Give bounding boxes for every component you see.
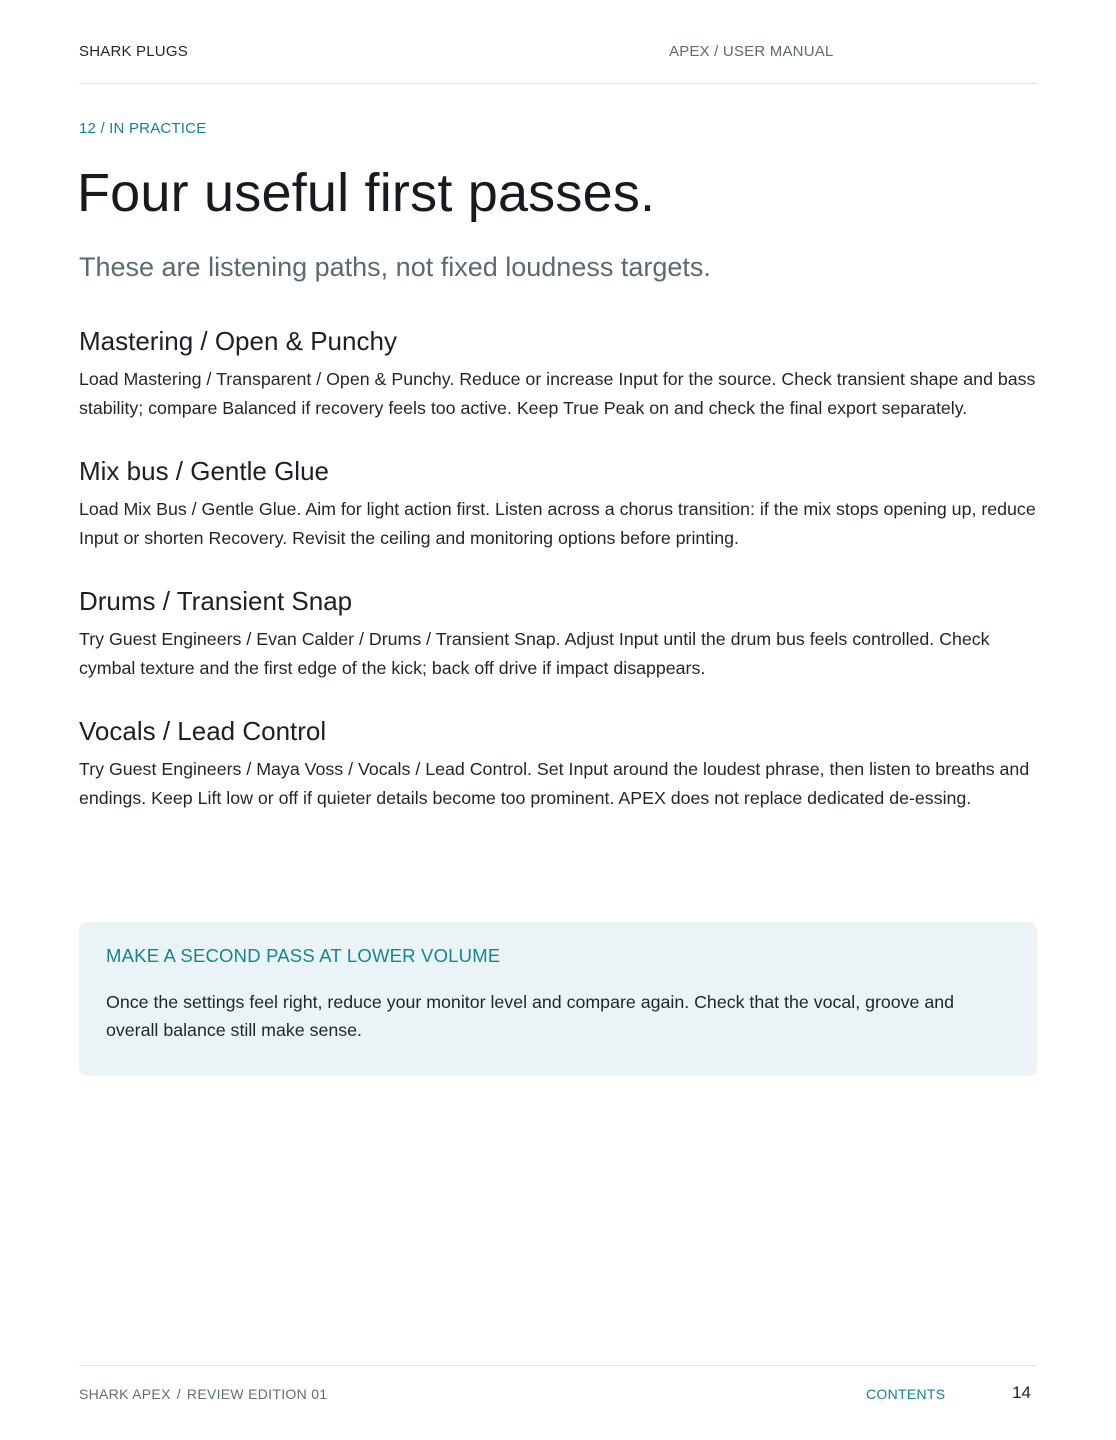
page-header <box>79 0 1037 84</box>
sections-list <box>79 323 1037 843</box>
section-body: Try Guest Engineers / Evan Calder / Drums / Transient Snap. Adjust Input until the drum bus feels controlled. Check cymbal texture and the first edge of the kick; back off drive if impact disappears. <box>79 629 990 678</box>
section-body: Try Guest Engineers / Maya Voss / Vocals / Lead Control. Set Input around the loudest phrase, then listen to breaths and endings. Keep Lift low or off if quieter details become too prominent. APEX does not replace dedicated de-essing. <box>79 759 1030 808</box>
section-mix-bus <box>79 453 1037 553</box>
section-heading: Mix bus / Gentle Glue <box>79 456 329 486</box>
footer-edition-label: REVIEW EDITION 01 <box>186 1386 328 1402</box>
brand-name: SHARK PLUGS <box>79 43 188 60</box>
section-vocals <box>79 713 1037 813</box>
section-body: Load Mastering / Transparent / Open & Punchy. Reduce or increase Input for the source. Check transient shape and bass stability; compare Balanced if recovery feels too active. Keep True Peak on and check the final export separately. <box>79 369 1036 418</box>
section-heading: Drums / Transient Snap <box>79 586 353 616</box>
page-title: Four useful first passes. <box>77 163 656 223</box>
page-subtitle: These are listening paths, not fixed loudness targets. <box>79 252 711 282</box>
footer-separator: / <box>176 1386 181 1402</box>
tip-callout <box>79 922 1037 1076</box>
footer-product: SHARK APEX <box>79 1386 171 1402</box>
section-heading: Vocals / Lead Control <box>79 716 327 746</box>
footer-edition <box>79 1386 327 1402</box>
document-name: APEX / USER MANUAL <box>669 43 834 60</box>
section-heading: Mastering / Open & Punchy <box>79 326 397 356</box>
section-kicker: 12 / IN PRACTICE <box>79 120 207 137</box>
page-number: 14 <box>1012 1383 1031 1402</box>
callout-title: MAKE A SECOND PASS AT LOWER VOLUME <box>106 945 501 966</box>
section-body: Load Mix Bus / Gentle Glue. Aim for light action first. Listen across a chorus transition: if the mix stops opening up, reduce Input or shorten Recovery. Revisit the ceiling and monitoring options before printing. <box>79 499 1036 548</box>
contents-link[interactable]: CONTENTS <box>866 1386 946 1402</box>
callout-body: Once the settings feel right, reduce your monitor level and compare again. Check that the vocal, groove and overall balance still make sense. <box>106 992 955 1040</box>
section-drums <box>79 583 1037 683</box>
page-footer <box>79 1365 1037 1426</box>
section-mastering <box>79 323 1037 423</box>
